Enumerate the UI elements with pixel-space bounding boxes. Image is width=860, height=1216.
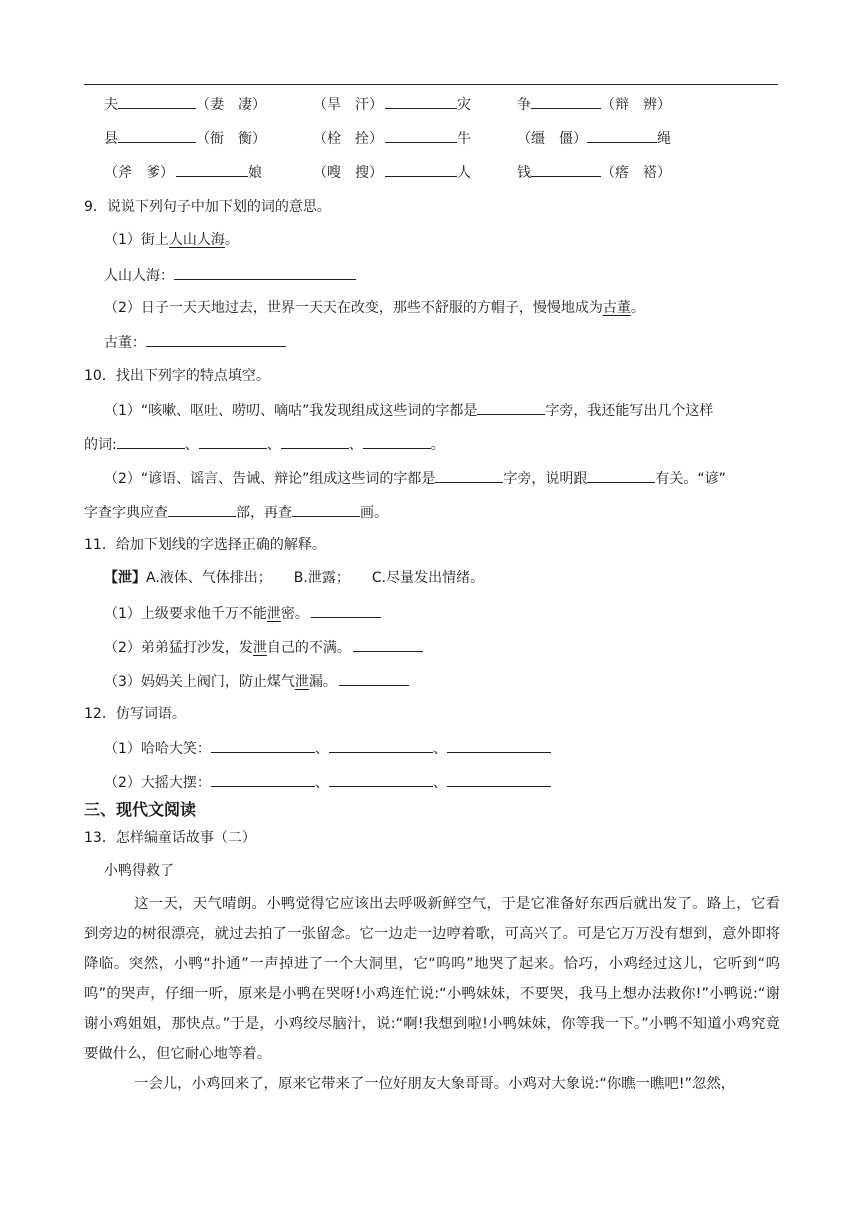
answer-blank[interactable]	[477, 399, 545, 415]
answer-blank[interactable]	[176, 161, 248, 177]
question-11-item-3: （3）妈妈关上阀门，防止煤气泄漏。	[104, 670, 409, 692]
question-12-item-2: （2）大摇大摆： 、 、	[104, 771, 551, 793]
word-item: （斧 爹） 娘	[104, 161, 262, 183]
word-item: 钱 （瘩 褡）	[517, 161, 671, 183]
answer-blank[interactable]	[211, 737, 315, 753]
answer-blank[interactable]	[281, 433, 349, 449]
question-10-line-4: 字查字典应查 部，再查 画。	[84, 501, 388, 523]
answer-blank[interactable]	[447, 771, 551, 787]
word-item: （旱 汗） 灾	[313, 93, 471, 115]
word-item: 夫 （妻 凄）	[104, 93, 266, 115]
section-3-heading: 三、现代文阅读	[84, 800, 197, 819]
question-10-title: 10．找出下列字的特点填空。	[84, 368, 270, 384]
question-9-sentence-2: （2）日子一天天地过去，世界一天天在改变，那些不舒服的方帽子，慢慢地成为古董。	[104, 300, 645, 316]
answer-blank[interactable]	[531, 161, 601, 177]
answer-blank[interactable]	[353, 636, 423, 652]
story-paragraph-2: 一会儿，小鸡回来了，原来它带来了一位好朋友大象哥哥。小鸡对大象说:“你瞧一瞧吧!”忽然，	[134, 1076, 736, 1092]
story-body	[84, 889, 780, 1099]
answer-blank[interactable]	[329, 771, 433, 787]
word-item: （栓 拴） 牛	[313, 127, 471, 149]
answer-blank[interactable]	[292, 501, 360, 517]
question-11-title: 11．给加下划线的字选择正确的解释。	[84, 537, 326, 553]
question-11-item-1: （1）上级要求他千万不能泄密。	[104, 602, 381, 624]
question-11-item-2: （2）弟弟猛打沙发，发泄自己的不满。	[104, 636, 423, 658]
question-10-line-2: 的词: 、 、 、 。	[84, 433, 445, 455]
answer-blank[interactable]	[385, 127, 457, 143]
question-9-sentence-1: （1）街上人山人海。	[104, 232, 239, 248]
story-title: 小鸭得救了	[104, 863, 174, 879]
answer-blank[interactable]	[199, 433, 267, 449]
word-item: （嗖 搜） 人	[313, 161, 471, 183]
word-item: （缰 僵） 绳	[517, 127, 671, 149]
answer-blank[interactable]	[118, 127, 196, 143]
answer-blank[interactable]	[385, 93, 457, 109]
question-10-line-1: （1）“咳嗽、呕吐、唠叨、嘀咕”我发现组成这些词的字都是 字旁，我还能写出几个这样	[104, 399, 713, 421]
answer-blank[interactable]	[329, 737, 433, 753]
question-13-title: 13．怎样编童话故事（二）	[84, 830, 256, 846]
answer-blank[interactable]	[587, 127, 657, 143]
answer-blank[interactable]	[339, 670, 409, 686]
question-10-line-3: （2）“谚语、谣言、告诫、辩论”组成这些词的字都是 字旁，说明跟 有关。“谚”	[104, 467, 726, 489]
question-9-answer-2: 古董：	[104, 331, 286, 353]
answer-blank[interactable]	[435, 467, 503, 483]
answer-blank[interactable]	[587, 467, 655, 483]
question-11-options: 【泄】A.液体、气体排出； B.泄露； C.尽量发出情绪。	[104, 570, 485, 586]
word-item: 争 （辩 辨）	[517, 93, 671, 115]
question-12-title: 12．仿写词语。	[84, 706, 186, 722]
story-paragraph-1: 这一天，天气晴朗。小鸭觉得它应该出去呼吸新鲜空气，于是它准备好东西后就出发了。路上，它看到旁边的树很漂亮，就过去拍了一张留念。它一边走一边哼着歌，可高兴了。可是它万万没有想到，意外即将降临。突然，小鸭“扑通”一声掉进了一个大洞里，它“呜呜”地哭了起来。恰巧，小鸡经过这儿，它听到“呜呜”的哭声，仔细一听，原来是小鸭在哭呀!小鸡连忙说:“小鸭妹妹，不要哭，我马上想办法救你!”小鸭说:“谢谢小鸡姐姐，那快点。”于是，小鸡绞尽脑汁，说:“啊!我想到啦!小鸭妹妹，你等我一下。”小鸭不知道小鸡究竟要做什么，但它耐心地等着。	[84, 896, 780, 1062]
question-9-title: 9．说说下列句子中加下划的词的意思。	[84, 199, 331, 215]
answer-blank[interactable]	[531, 93, 601, 109]
answer-blank[interactable]	[146, 331, 286, 347]
answer-blank[interactable]	[211, 771, 315, 787]
answer-blank[interactable]	[168, 501, 236, 517]
header-rule	[84, 84, 778, 85]
answer-blank[interactable]	[117, 433, 185, 449]
answer-blank[interactable]	[311, 602, 381, 618]
answer-blank[interactable]	[118, 93, 196, 109]
answer-blank[interactable]	[385, 161, 457, 177]
word-item: 县 （衙 衡）	[104, 127, 266, 149]
question-12-item-1: （1）哈哈大笑： 、 、	[104, 737, 551, 759]
answer-blank[interactable]	[363, 433, 431, 449]
answer-blank[interactable]	[174, 264, 356, 280]
answer-blank[interactable]	[447, 737, 551, 753]
question-9-answer-1: 人山人海：	[104, 264, 356, 286]
